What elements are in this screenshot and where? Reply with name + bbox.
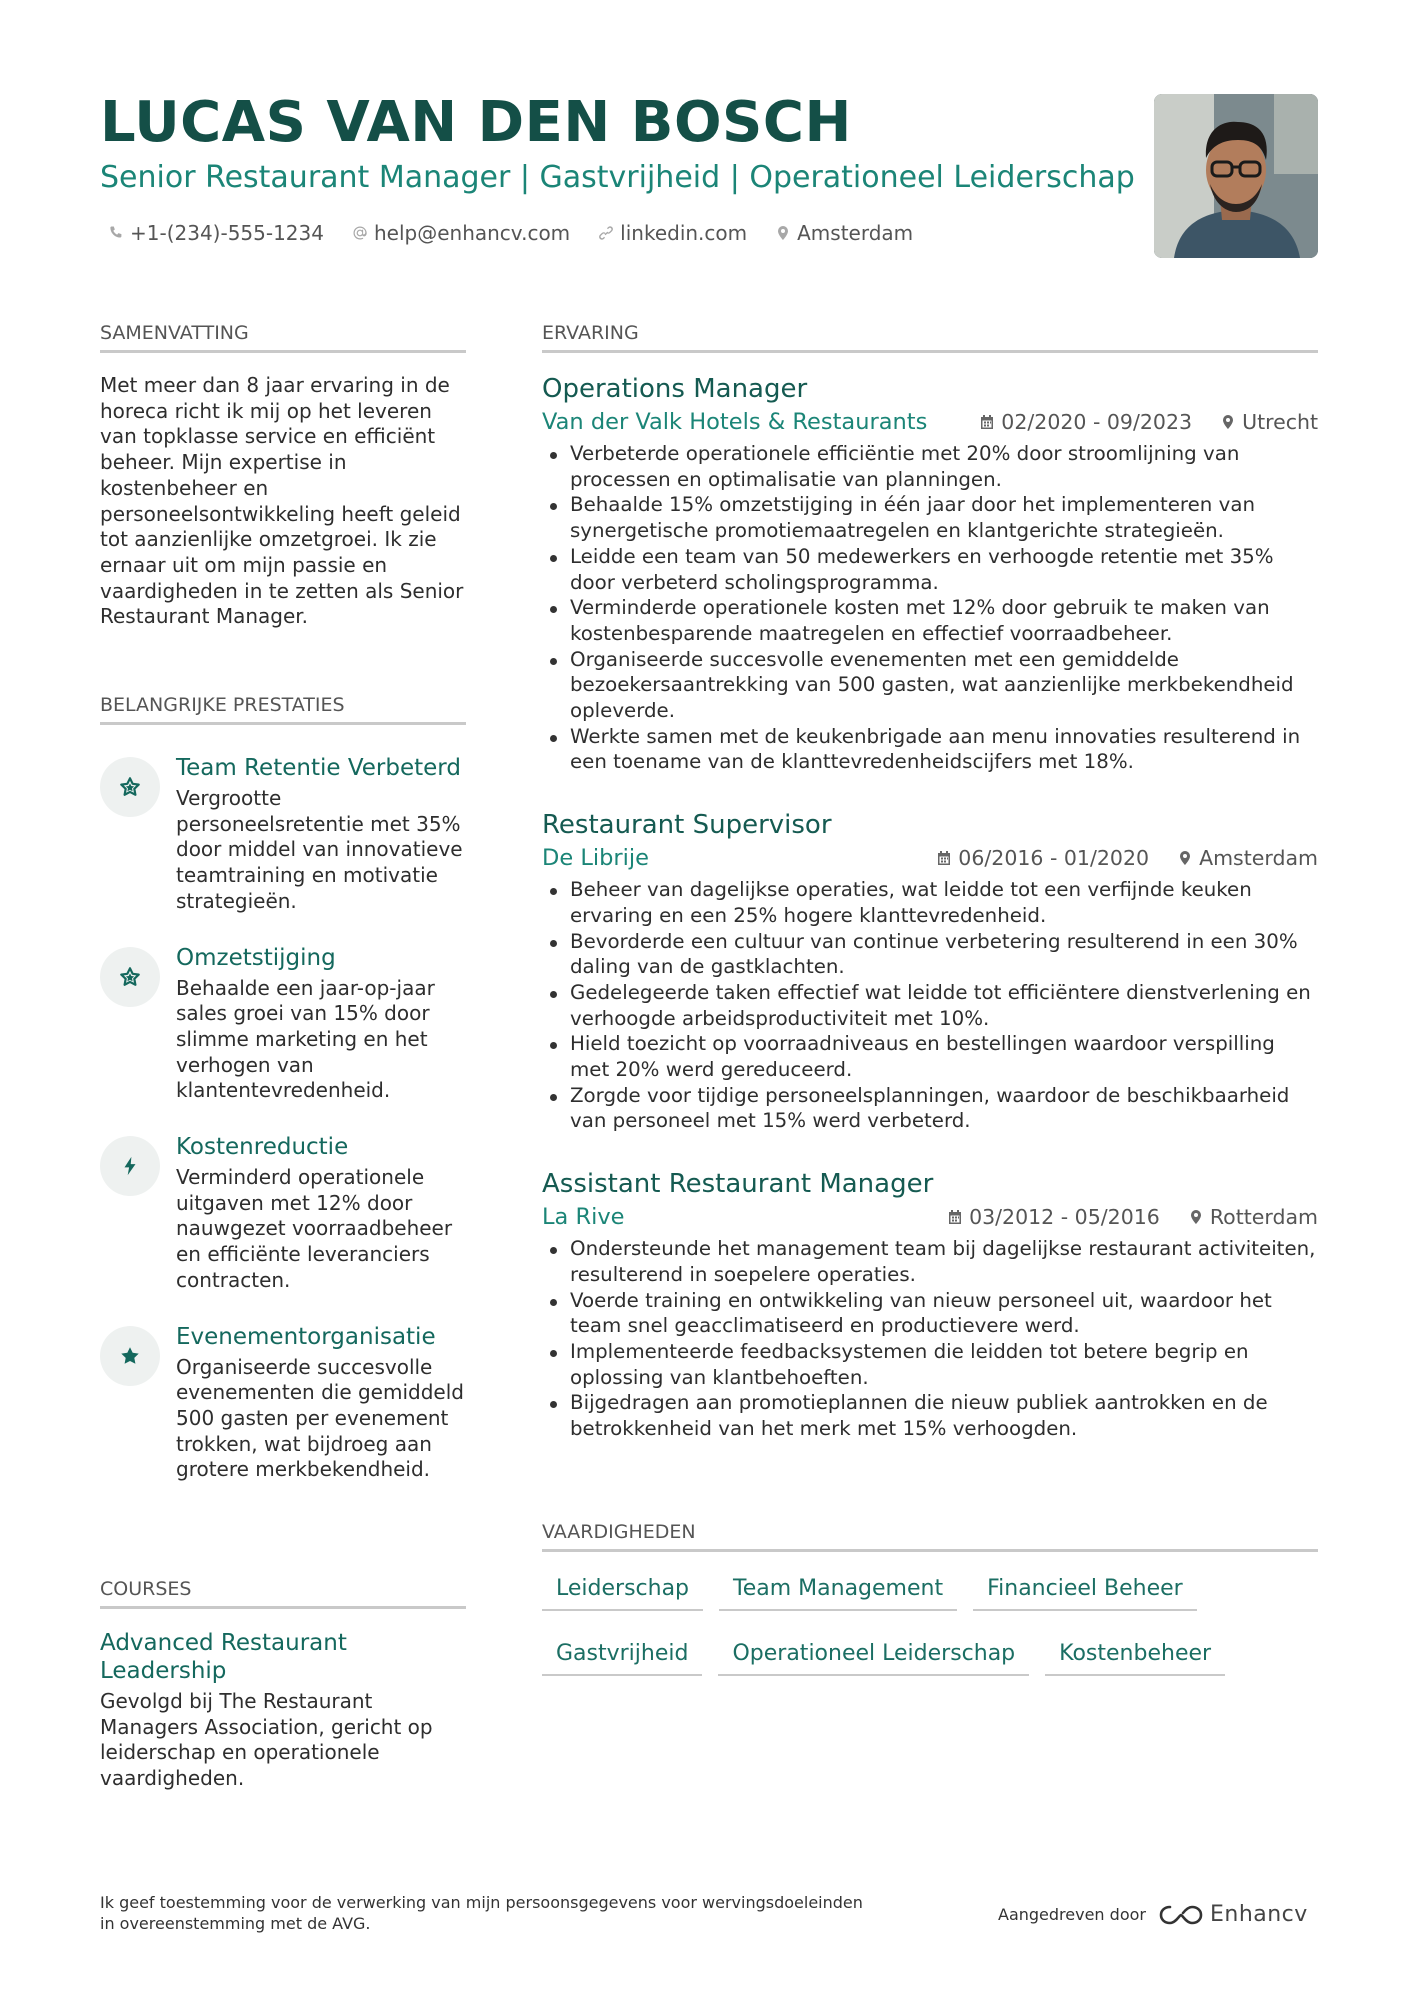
map-pin-icon — [1220, 414, 1236, 430]
job-bullet: Implementeerde feedbacksystemen die leidden tot betere begrip en oplossing van klantbehoeften. — [542, 1339, 1318, 1390]
summary-text: Met meer dan 8 jaar ervaring in de horeca richt ik mij op het leveren van topklasse service en efficiënt beheer. Mijn expertise in kostenbeheer en personeelsontwikkeling heeft geleid tot aanzienlijke omzetgroei. Ik zie ernaar uit om mijn passie en vaardigheden in te zetten als Senior Restaurant Manager. — [100, 373, 464, 629]
skill-tag: Team Management — [719, 1572, 957, 1611]
profile-photo — [1154, 94, 1318, 258]
job-bullet: Werkte samen met de keukenbrigade aan menu innovaties resulterend in een toename van de klanttevredenheidscijfers met 18%. — [542, 724, 1318, 775]
consent-note: Ik geef toestemming voor de verwerking van mijn persoonsgegevens voor wervingsdoeleinden in overeenstemming met de AVG. — [100, 1893, 863, 1933]
at-icon — [352, 225, 368, 241]
job-bullet: Gedelegeerde taken effectief wat leidde tot efficiëntere dienstverlening en verhoogde arbeidsproductiviteit met 10%. — [542, 980, 1318, 1031]
link-icon — [598, 225, 614, 241]
job-meta — [936, 846, 1318, 870]
job-bullet: Beheer van dagelijkse operaties, wat leidde tot een verfijnde keuken ervaring en een 25% hogere klanttevredenheid. — [542, 877, 1318, 928]
experience-heading: ERVARING — [542, 322, 1318, 353]
job-entry — [542, 1168, 1318, 1442]
achievement-text: Verminderd operationele uitgaven met 12% door nauwgezet voorraadbeheer en efficiënte leveranciers contracten. — [176, 1165, 453, 1292]
summary-section — [100, 322, 466, 630]
job-bullet: Hield toezicht op voorraadniveaus en bestellingen waardoor verspilling met 20% werd gereduceerd. — [542, 1031, 1318, 1082]
powered-by — [998, 1902, 1308, 1927]
job-bullet: Zorgde voor tijdige personeelsplanningen, waardoor de beschikbaarheid van personeel met 15% werd verbeterd. — [542, 1083, 1318, 1134]
job-role: Restaurant Supervisor — [542, 810, 832, 841]
achievement-item — [100, 753, 466, 915]
job-bullets — [542, 877, 1318, 1134]
skill-tag: Kostenbeheer — [1045, 1637, 1225, 1676]
location-text: Amsterdam — [797, 221, 914, 245]
phone-icon — [108, 225, 124, 241]
portrait-image — [1154, 94, 1318, 258]
job-bullet: Verminderde operationele kosten met 12% door gebruik te maken van kostenbesparende maatregelen en effectief voorraadbeheer. — [542, 595, 1318, 646]
job-bullets — [542, 441, 1318, 775]
achievements-section — [100, 694, 466, 1483]
lightning-icon — [119, 1155, 141, 1177]
achievement-title: Kostenreductie — [176, 1134, 349, 1161]
skills-list — [542, 1572, 1318, 1676]
courses-heading: COURSES — [100, 1578, 466, 1609]
job-bullet: Verbeterde operationele efficiëntie met 20% door stroomlijning van processen en optimalisatie van planningen. — [542, 441, 1318, 492]
powered-by-label: Aangedreven door — [998, 1905, 1146, 1924]
job-bullet: Ondersteunde het management team bij dagelijkse restaurant activiteiten, resulterend in soepelere operaties. — [542, 1236, 1318, 1287]
job-bullet: Bevorderde een cultuur van continue verbetering resulterend in een 30% daling van de gastklachten. — [542, 929, 1318, 980]
map-pin-icon — [775, 225, 791, 241]
achievement-title: Evenementorganisatie — [176, 1323, 436, 1350]
calendar-icon — [947, 1209, 963, 1225]
linkedin-text: linkedin.com — [620, 221, 748, 245]
brand-logo[interactable] — [1158, 1902, 1308, 1927]
star-outline-icon — [119, 776, 141, 798]
course-title: Advanced Restaurant Leadership — [100, 1630, 347, 1684]
skill-tag: Gastvrijheid — [542, 1637, 702, 1676]
skill-tag: Leiderschap — [542, 1572, 703, 1611]
job-bullet: Organiseerde succesvolle evenementen met een gemiddelde bezoekersaantrekking van 500 gasten, wat aanzienlijke merkbekendheid opleverde. — [542, 647, 1318, 724]
star-outline-icon — [119, 966, 141, 988]
achievement-text: Vergrootte personeelsretentie met 35% door middel van innovatieve teamtraining en motivatie strategieën. — [176, 786, 463, 913]
achievement-item — [100, 1322, 466, 1484]
achievement-item — [100, 1132, 466, 1294]
summary-heading: SAMENVATTING — [100, 322, 466, 353]
calendar-icon — [979, 414, 995, 430]
job-location: Utrecht — [1242, 410, 1318, 434]
star-filled-icon — [119, 1345, 141, 1367]
job-company: De Librije — [542, 845, 649, 872]
achievements-heading: BELANGRIJKE PRESTATIES — [100, 694, 466, 725]
job-location: Amsterdam — [1199, 846, 1318, 871]
job-company: Van der Valk Hotels & Restaurants — [542, 409, 928, 435]
contact-phone — [108, 221, 324, 245]
experience-section — [542, 322, 1318, 1442]
job-dates: 02/2020 - 09/2023 — [1001, 410, 1193, 434]
job-dates: 03/2012 - 05/2016 — [969, 1205, 1160, 1230]
job-bullets — [542, 1236, 1318, 1442]
job-location: Rotterdam — [1209, 1205, 1318, 1230]
job-bullet: Behaalde 15% omzetstijging in één jaar door het implementeren van synergetische promotiemaatregelen en klantgerichte strategieën. — [542, 492, 1318, 543]
job-bullet: Leidde een team van 50 medewerkers en verhoogde retentie met 35% door verbeterd scholingsprogramma. — [542, 544, 1318, 595]
job-meta — [979, 410, 1318, 434]
contact-linkedin[interactable] — [598, 221, 747, 245]
skill-tag: Operationeel Leiderschap — [718, 1637, 1029, 1676]
map-pin-icon — [1177, 850, 1193, 866]
achievement-item — [100, 943, 466, 1105]
course-text: Gevolgd bij The Restaurant Managers Association, gericht op leiderschap en operationele vaardigheden. — [100, 1689, 433, 1791]
job-role: Operations Manager — [542, 374, 808, 404]
achievement-title: Team Retentie Verbeterd — [176, 755, 461, 781]
infinity-logo-icon — [1158, 1903, 1204, 1927]
achievement-title: Omzetstijging — [176, 944, 336, 971]
job-entry — [542, 809, 1318, 1134]
contact-bar — [108, 221, 913, 245]
job-bullet: Bijgedragen aan promotieplannen die nieuw publiek aantrokken en de betrokkenheid van het merk met 15% verhoogden. — [542, 1390, 1318, 1441]
achievement-text: Behaalde een jaar-op-jaar sales groei van 15% door slimme marketing en het verhogen van klantentevredenheid. — [176, 975, 435, 1103]
courses-section — [100, 1578, 466, 1792]
skills-heading: VAARDIGHEDEN — [542, 1521, 1318, 1552]
skill-tag: Financieel Beheer — [973, 1572, 1197, 1611]
candidate-name: LUCAS VAN DEN BOSCH — [100, 90, 852, 155]
job-entry — [542, 373, 1318, 775]
job-company: La Rive — [542, 1204, 625, 1231]
skills-section — [542, 1521, 1318, 1676]
candidate-headline: Senior Restaurant Manager | Gastvrijheid | Operationeel Leiderschap — [100, 160, 1135, 195]
contact-location — [775, 221, 913, 245]
job-role: Assistant Restaurant Manager — [542, 1169, 934, 1200]
job-meta — [947, 1205, 1318, 1229]
contact-email[interactable] — [352, 221, 570, 245]
job-bullet: Voerde training en ontwikkeling van nieuw personeel uit, waardoor het team snel geacclimatiseerd en productievere werd. — [542, 1288, 1318, 1339]
job-dates: 06/2016 - 01/2020 — [958, 846, 1150, 871]
brand-name: Enhancv — [1209, 1902, 1308, 1927]
calendar-icon — [936, 850, 952, 866]
email-text: help@enhancv.com — [373, 221, 571, 245]
map-pin-icon — [1188, 1209, 1204, 1225]
phone-text: +1-(234)-555-1234 — [130, 221, 324, 245]
achievement-text: Organiseerde succesvolle evenementen die gemiddeld 500 gasten per evenement trokken, wat bijdroeg aan grotere merkbekendheid. — [176, 1354, 464, 1482]
